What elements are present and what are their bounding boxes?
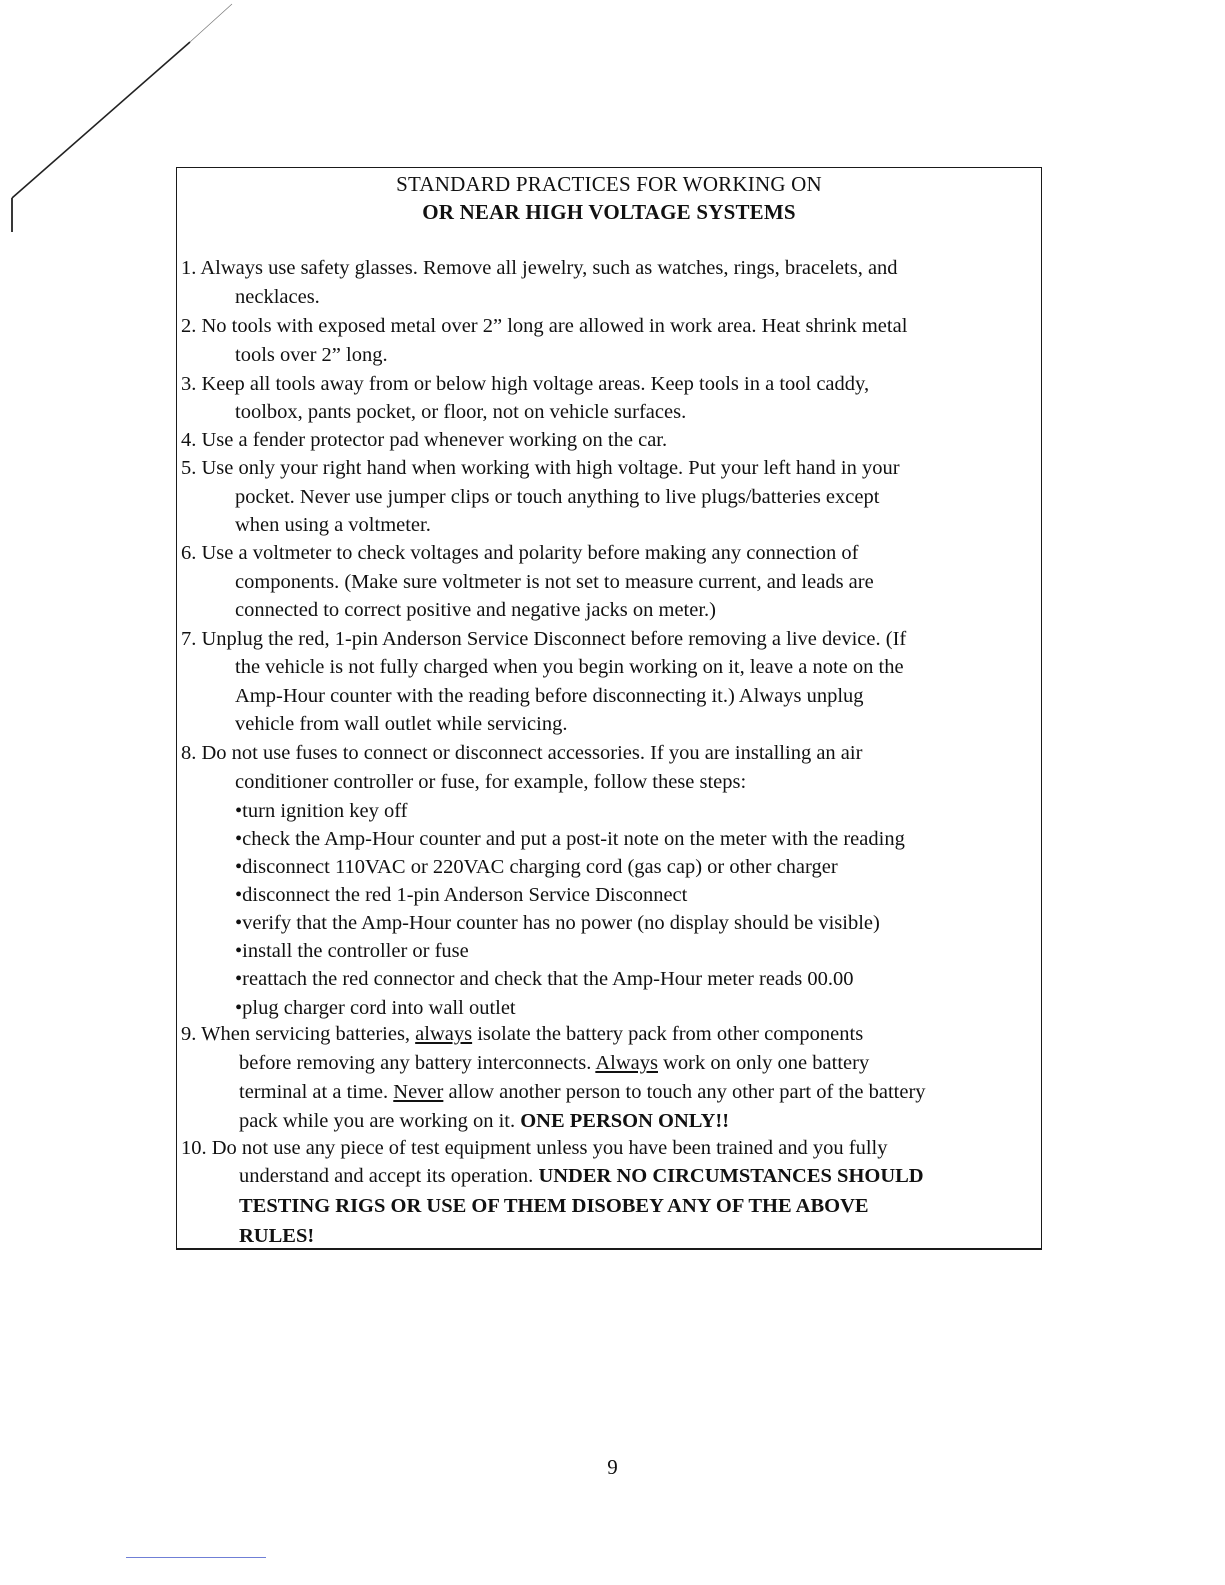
list-item-8-line-1: [181, 739, 862, 767]
list-item-7-line-2: the vehicle is not fully charged when you begin working on it, leave a note on the: [235, 656, 904, 678]
step-item: •reattach the red connector and check that the Amp-Hour meter reads 00.00: [235, 968, 854, 990]
list-item-1-line-2: necklaces.: [235, 286, 320, 308]
list-item-9-line-4: [239, 1107, 729, 1135]
step-item: •disconnect the red 1-pin Anderson Service Disconnect: [235, 884, 688, 906]
item-number: 8.: [181, 742, 197, 764]
list-item-5-line-2: pocket. Never use jumper clips or touch anything to live plugs/batteries except: [235, 486, 880, 508]
list-item-4-line-1: [181, 426, 667, 454]
list-item-9-line-1: [181, 1020, 863, 1048]
list-item-7-line-3: Amp-Hour counter with the reading before disconnecting it.) Always unplug: [235, 685, 864, 707]
item-text: Always use safety glasses. Remove all jewelry, such as watches, rings, bracelets, and: [200, 257, 898, 279]
step-item: •check the Amp-Hour counter and put a post-it note on the meter with the reading: [235, 828, 905, 850]
item-text: When servicing batteries,: [201, 1023, 416, 1045]
item-text: Do not use fuses to connect or disconnect accessories. If you are installing an air: [201, 742, 863, 764]
item-text: Do not use any piece of test equipment unless you have been trained and you fully: [211, 1137, 888, 1159]
step-item: •turn ignition key off: [235, 800, 408, 822]
list-item-10-line-2: [239, 1162, 924, 1190]
item-number: 2.: [181, 315, 197, 337]
item-text: pack while you are working on it.: [239, 1110, 521, 1132]
item-number: 3.: [181, 373, 197, 395]
emphasis-underline: Always: [595, 1052, 658, 1074]
item-text: allow another person to touch any other part of the battery: [443, 1081, 926, 1103]
list-item-1-line-1: [181, 254, 898, 282]
list-item-5-line-3: when using a voltmeter.: [235, 514, 431, 536]
list-item-7-line-4: vehicle from wall outlet while servicing.: [235, 713, 568, 735]
page-number: 9: [607, 1455, 618, 1479]
list-item-6-line-3: connected to correct positive and negative jacks on meter.): [235, 599, 716, 621]
step-item: •plug charger cord into wall outlet: [235, 997, 516, 1019]
emphasis-underline: Never: [393, 1081, 444, 1103]
item-number: 9.: [181, 1023, 197, 1045]
list-item-8-line-2: conditioner controller or fuse, for example, follow these steps:: [235, 771, 747, 793]
item-text: Keep all tools away from or below high voltage areas. Keep tools in a tool caddy,: [201, 373, 870, 395]
step-item: •verify that the Amp-Hour counter has no power (no display should be visible): [235, 912, 880, 934]
list-item-2-line-1: [181, 312, 907, 340]
item-number: 4.: [181, 429, 197, 451]
list-item-3-line-2: toolbox, pants pocket, or floor, not on vehicle surfaces.: [235, 401, 687, 423]
item-text: Use only your right hand when working with high voltage. Put your left hand in your: [201, 457, 900, 479]
item-number: 5.: [181, 457, 197, 479]
item-number: 7.: [181, 628, 197, 650]
item-text: terminal at a time.: [239, 1081, 394, 1103]
item-text: Unplug the red, 1-pin Anderson Service Disconnect before removing a live device. (If: [201, 628, 907, 650]
list-item-7-line-1: [181, 625, 906, 653]
item-text: before removing any battery interconnects.: [239, 1052, 596, 1074]
list-item-9-line-2: [239, 1049, 869, 1077]
item-number: 1.: [181, 257, 197, 279]
emphasis-underline: always: [415, 1023, 473, 1045]
list-item-10-line-3: TESTING RIGS OR USE OF THEM DISOBEY ANY OF THE ABOVE: [239, 1195, 869, 1217]
bottom-rule: [126, 1557, 266, 1558]
step-item: •disconnect 110VAC or 220VAC charging cord (gas cap) or other charger: [235, 856, 838, 878]
item-text: No tools with exposed metal over 2” long are allowed in work area. Heat shrink metal: [201, 315, 908, 337]
item-text: isolate the battery pack from other components: [472, 1023, 864, 1045]
item-text: understand and accept its operation.: [239, 1165, 539, 1187]
list-item-5-line-1: [181, 454, 900, 482]
notice-title-line-1: STANDARD PRACTICES FOR WORKING ON: [396, 172, 822, 196]
safety-notice-box: [176, 167, 1042, 1250]
list-item-10-line-1: [181, 1134, 888, 1162]
list-item-10-line-4: RULES!: [239, 1225, 315, 1247]
item-number: 10.: [181, 1137, 207, 1159]
list-item-6-line-2: components. (Make sure voltmeter is not set to measure current, and leads are: [235, 571, 874, 593]
item-text: Use a fender protector pad whenever working on the car.: [201, 429, 668, 451]
step-item: •install the controller or fuse: [235, 940, 469, 962]
list-item-2-line-2: tools over 2” long.: [235, 344, 388, 366]
emphasis-bold: UNDER NO CIRCUMSTANCES SHOULD: [538, 1165, 924, 1187]
notice-title-line-2: OR NEAR HIGH VOLTAGE SYSTEMS: [422, 200, 796, 224]
item-text: Use a voltmeter to check voltages and polarity before making any connection of: [201, 542, 859, 564]
list-item-9-line-3: [239, 1078, 926, 1106]
item-number: 6.: [181, 542, 197, 564]
item-text: work on only one battery: [657, 1052, 870, 1074]
emphasis-bold: ONE PERSON ONLY!!: [520, 1110, 730, 1132]
list-item-6-line-1: [181, 539, 858, 567]
list-item-3-line-1: [181, 370, 869, 398]
